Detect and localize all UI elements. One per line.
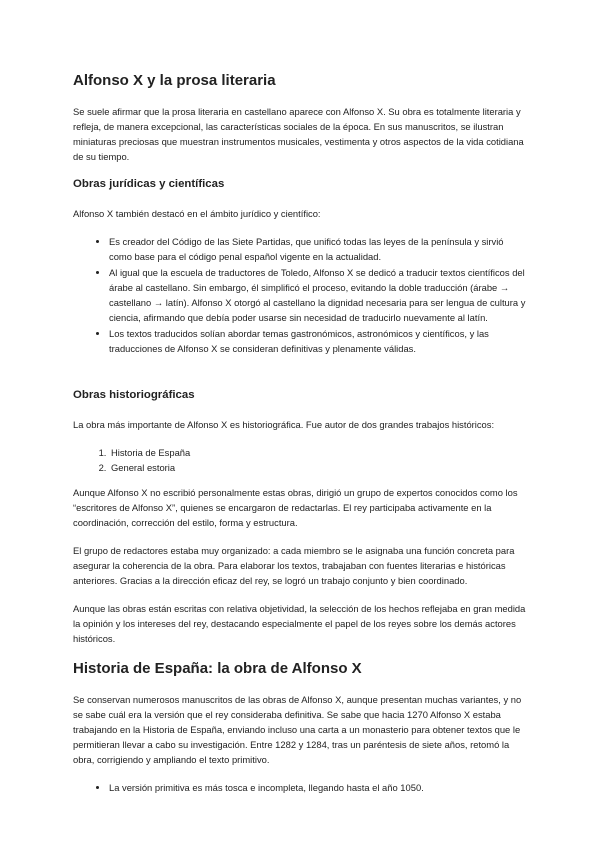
list-item: • Los textos traducidos solían abordar temas gastronómicos, astronómicos y científicos, y las traducciones de Alfonso X se consideran definitivas y plenamente válidas. bbox=[109, 326, 528, 356]
paragraph: Se conservan numerosos manuscritos de las obras de Alfonso X, aunque presentan muchas variantes, y no se sabe cuál era la versión que el rey consideraba definitiva. Se sabe que hacia 1270 Alfonso X estaba trabajando en la Historia de España, enviando incluso una carta a un monasterio para obtener textos que le permitieran llevar a cabo su investigación. Entre 1282 y 1284, tras un paréntesis de siete años, retomó la obra, corrigiendo y ampliando el texto primitivo. bbox=[73, 694, 522, 765]
list-item: • La versión primitiva es más tosca e incompleta, llegando hasta el año 1050. bbox=[109, 780, 528, 795]
section-lead-juridicas: Alfonso X también destacó en el ámbito jurídico y científico: bbox=[73, 208, 321, 219]
list-item: • Es creador del Código de las Siete Partidas, que unificó todas las leyes de la península y sirvió como base para el código penal español vigente en la actualidad. bbox=[109, 234, 528, 264]
bullet-list-juridicas bbox=[73, 234, 528, 356]
paragraph: El grupo de redactores estaba muy organizado: a cada miembro se le asignaba una función concreta para asegurar la coherencia de la obra. Para elaborar los textos, trabajaban con fuentes literarias e históricas anteriores. Gracias a la dirección eficaz del rey, se logró un trabajo conjunto y bien coordinado. bbox=[73, 545, 515, 586]
section-heading-historia-espana: Historia de España: la obra de Alfonso X bbox=[73, 660, 362, 677]
list-item: 2. General estoria bbox=[109, 460, 528, 475]
paragraph: Aunque las obras están escritas con relativa objetividad, la selección de los hechos reflejaba en gran medida la opinión y los intereses del rey, destacando especialmente el papel de los reyes sobre los demás actores históricos. bbox=[73, 603, 526, 644]
spacer bbox=[73, 366, 528, 388]
list-item: 1. Historia de España bbox=[109, 445, 528, 460]
intro-paragraph: Se suele afirmar que la prosa literaria en castellano aparece con Alfonso X. Su obra es totalmente literaria y refleja, de manera excepcional, las características sociales de la época. En sus manuscritos, se ilustran miniaturas preciosas que muestran instrumentos musicales, vestimenta y otros aspectos de la vida cotidiana de su tiempo. bbox=[73, 106, 524, 162]
section-heading-historiograficas: Obras historiográficas bbox=[73, 389, 195, 401]
section-heading-juridicas: Obras jurídicas y científicas bbox=[73, 178, 225, 190]
section-lead-historiograficas: La obra más importante de Alfonso X es historiográfica. Fue autor de dos grandes trabajos históricos: bbox=[73, 419, 495, 430]
page-title: Alfonso X y la prosa literaria bbox=[73, 72, 276, 89]
paragraph: Aunque Alfonso X no escribió personalmente estas obras, dirigió un grupo de expertos conocidos como los “escritores de Alfonso X”, quienes se encargaron de redactarlas. El rey participaba activamente en la coordinación, corrección del estilo, forma y estructura. bbox=[73, 487, 518, 528]
list-item: • Al igual que la escuela de traductores de Toledo, Alfonso X se dedicó a traducir textos científicos del árabe al castellano. Sin embargo, él simplificó el proceso, evitando la doble traducción (árabe → castellano → latín). Alfonso X otorgó al castellano la dignidad necesaria para ser lengua de cultura y ciencia, afirmando que debía poder usarse sin necesidad de traducirlo nuevamente al latín. bbox=[109, 265, 528, 325]
numbered-list-obras bbox=[73, 445, 528, 475]
bullet-list-versiones bbox=[73, 780, 528, 795]
